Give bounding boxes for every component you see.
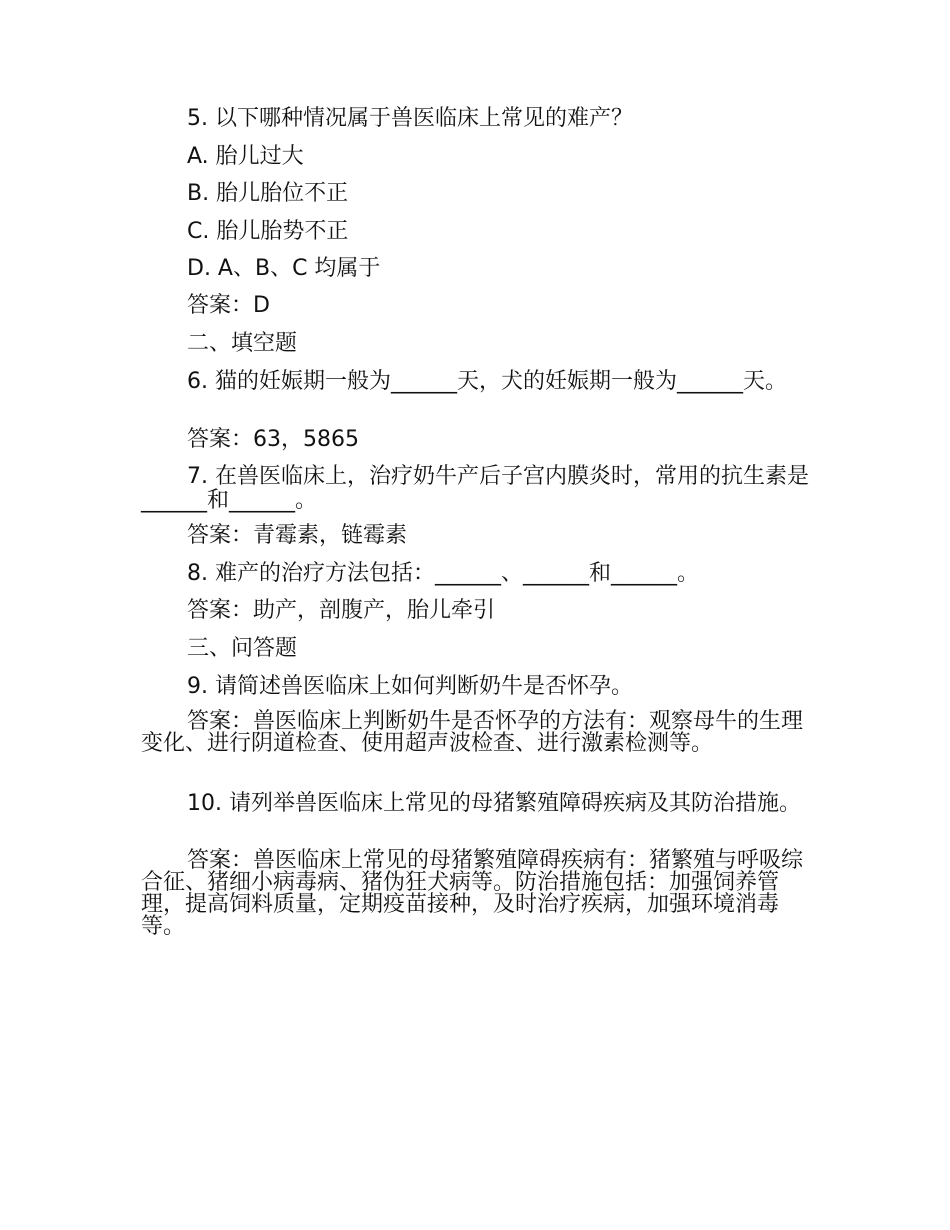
- question-10: 10. 请列举兽医临床上常见的母猪繁殖障碍疾病及其防治措施。: [187, 791, 801, 816]
- question-5-option-c: C. 胎儿胎势不正: [187, 219, 349, 244]
- question-6: 6. 猫的妊娠期一般为______天，犬的妊娠期一般为______天。: [187, 369, 787, 394]
- section-heading-fill-in: 二、填空题: [187, 331, 298, 356]
- question-10-answer: 答案：兽医临床上常见的母猪繁殖障碍疾病有：猪繁殖与呼吸综合征、猪细小病毒病、猪伪狂犬病等。防治措施包括：加强饲养管理，提高饲料质量，定期疫苗接种，及时治疗疾病，加强环境消毒等。: [141, 848, 804, 939]
- question-5-option-b: B. 胎儿胎位不正: [187, 181, 349, 206]
- question-5-option-a: A. 胎儿过大: [187, 144, 304, 169]
- question-8: 8. 难产的治疗方法包括：______、______和______。: [187, 561, 699, 586]
- question-9: 9. 请简述兽医临床上如何判断奶牛是否怀孕。: [187, 674, 633, 699]
- question-5: 5. 以下哪种情况属于兽医临床上常见的难产？: [187, 106, 633, 131]
- question-8-answer: 答案：助产，剖腹产，胎儿牵引: [187, 598, 496, 623]
- question-7: 7. 在兽医临床上，治疗奶牛产后子宫内膜炎时，常用的抗生素是______和______。: [141, 464, 809, 513]
- question-7-answer: 答案：青霉素，链霉素: [187, 523, 408, 548]
- question-6-answer: 答案：63，5865: [187, 427, 359, 452]
- section-heading-questions: 三、问答题: [187, 636, 298, 661]
- question-5-answer: 答案：D: [187, 293, 270, 318]
- question-9-answer: 答案：兽医临床上判断奶牛是否怀孕的方法有：观察母牛的生理变化、进行阴道检查、使用超声波检查、进行激素检测等。: [141, 709, 804, 756]
- question-5-option-d: D. A、B、C 均属于: [187, 256, 381, 281]
